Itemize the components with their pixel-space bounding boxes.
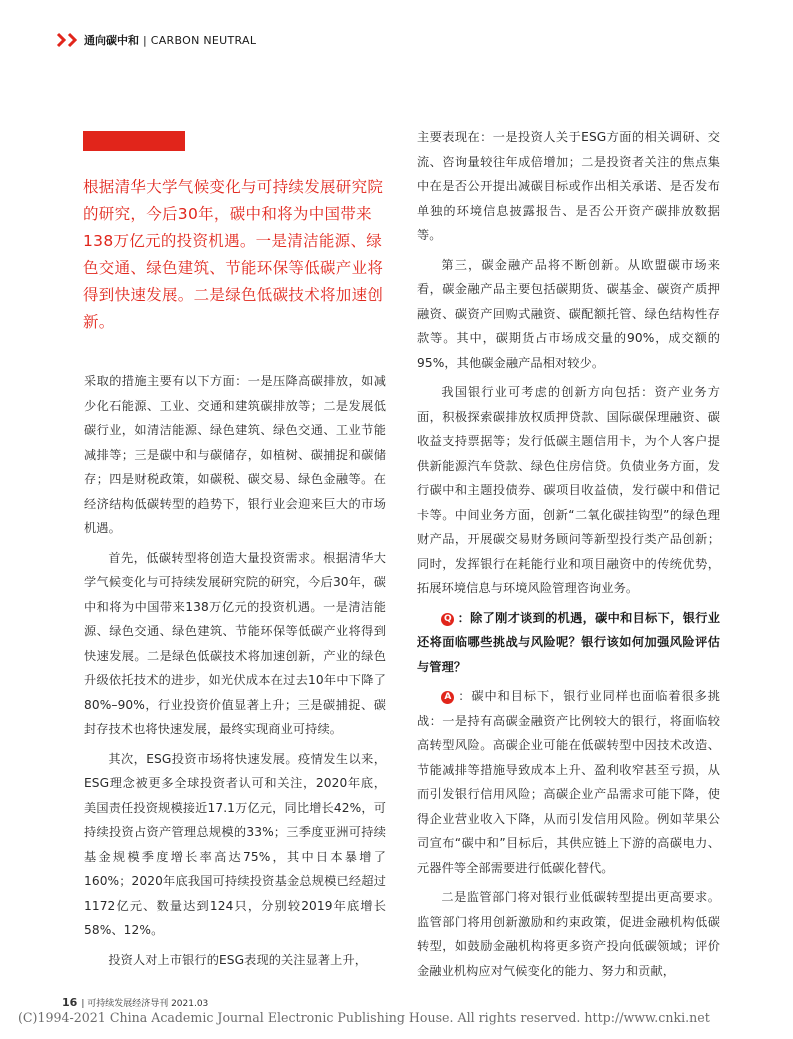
interview-answer — [417, 684, 720, 880]
pull-quote: 根据清华大学气候变化与可持续发展研究院的研究，今后30年，碳中和将为中国带来138万亿元的投资机遇。一是清洁能源、绿色交通、绿色建筑、节能环保等低碳产业将得到快速发展。二是绿色低碳技术将加速创新。 — [83, 178, 384, 331]
body-paragraph: 投资人对上市银行的ESG表现的关注显著上升， — [108, 952, 368, 967]
left-column — [84, 369, 386, 977]
body-paragraph: 其次，ESG投资市场将快速发展。疫情发生以来，ESG理念被更多全球投资者认可和关注，2020年底，美国责任投资规模接近17.1万亿元，同比增长42%，可持续投资占资产管理总规模的33%；三季度亚洲可持续基金规模季度增长率高达75%，其中日本暴增了160%；2020年底我国可持续投资基金总规模已经超过1172亿元、数量达到124只，分别较2019年底增长58%、12%。 — [84, 751, 386, 937]
body-paragraph: 主要表现在：一是投资人关于ESG方面的相关调研、交流、咨询量较往年成倍增加；二是投资者关注的焦点集中在是否公开提出减碳目标或作出相关承诺、是否发布单独的环境信息披露报告、是否公开资产碳排放数据等。 — [417, 130, 720, 242]
answer-badge-icon: A — [441, 691, 454, 704]
body-paragraph: 第三，碳金融产品将不断创新。从欧盟碳市场来看，碳金融产品主要包括碳期货、碳基金、碳资产质押融资、碳资产回购式融资、碳配额托管、绿色结构性存款等。其中，碳期货占市场成交量的90%，成交额的95%，其他碳金融产品相对较少。 — [417, 257, 720, 370]
page-footer — [62, 996, 208, 1009]
copyright-notice: (C)1994-2021 China Academic Journal Electronic Publishing House. All rights reserved. http://www.cnki.net — [18, 1010, 710, 1025]
question-badge-icon: Q — [441, 613, 454, 626]
journal-name: | 可持续发展经济导刊 2021.03 — [81, 999, 209, 1009]
double-chevron-icon-second — [67, 32, 77, 48]
answer-text: ：碳中和目标下，银行业同样也面临着很多挑战：一是持有高碳金融资产比例较大的银行，将面临较高转型风险。高碳企业可能在低碳转型中因技术改造、节能减排等措施导致成本上升、盈利收窄甚至亏损，从而引发银行信用风险；高碳企业产品需求可能下降，使得企业营业收入下降，从而引发信用风险。例如苹果公司宣布“碳中和”目标后，其供应链上下游的高碳电力、元器件等全部需要进行低碳化替代。 — [417, 689, 720, 875]
body-paragraph: 二是监管部门将对银行业低碳转型提出更高要求。监管部门将用创新激励和约束政策，促进金融机构低碳转型，如鼓励金融机构将更多资产投向低碳领域；评价金融业机构应对气候变化的能力、努力和贡献， — [417, 890, 720, 978]
interview-question — [417, 606, 720, 680]
section-separator: | — [143, 33, 147, 47]
section-title-en: CARBON NEUTRAL — [150, 33, 257, 47]
body-paragraph: 首先，低碳转型将创造大量投资需求。根据清华大学气候变化与可持续发展研究院的研究，今后30年，碳中和将为中国带来138万亿元的投资机遇。一是清洁能源、绿色交通、绿色建筑、节能环保等低碳产业将得到快速发展。二是绿色低碳技术将加速创新，产业的绿色升级依托技术的进步，如光伏成本在过去10年中下降了80%–90%，行业投资价值显著上升；三是碳捕捉、碳封存技术也将快速发展，最终实现商业可持续。 — [84, 550, 386, 736]
double-chevron-icon — [56, 32, 66, 48]
body-paragraph: 采取的措施主要有以下方面：一是压降高碳排放，如减少化石能源、工业、交通和建筑碳排放等；二是发展低碳行业，如清洁能源、绿色建筑、绿色交通、工业节能减排等；三是碳中和与碳储存，如植树、碳捕捉和碳储存；四是财税政策，如碳税、碳交易、绿色金融等。在经济结构低碳转型的趋势下，银行业会迎来巨大的市场机遇。 — [84, 374, 386, 535]
running-header — [56, 28, 256, 52]
section-title-cn: 通向碳中和 — [84, 34, 139, 47]
question-text: ：除了刚才谈到的机遇，碳中和目标下，银行业还将面临哪些挑战与风险呢？银行该如何加强风险评估与管理？ — [417, 610, 720, 674]
right-column — [417, 125, 720, 988]
accent-bar — [83, 131, 185, 151]
page-number: 16 — [62, 996, 78, 1009]
body-paragraph: 我国银行业可考虑的创新方向包括：资产业务方面，积极探索碳排放权质押贷款、国际碳保理融资、碳收益支持票据等；发行低碳主题信用卡，为个人客户提供新能源汽车贷款、绿色住房信贷。负债业务方面，发行碳中和主题投债券、碳项目收益债，发行碳中和借记卡等。中间业务方面，创新“二氧化碳挂钩型”的绿色理财产品，开展碳交易财务顾问等新型投行类产品创新；同时，发挥银行在耗能行业和项目融资中的传统优势，拓展环境信息与环境风险管理咨询业务。 — [417, 385, 720, 595]
